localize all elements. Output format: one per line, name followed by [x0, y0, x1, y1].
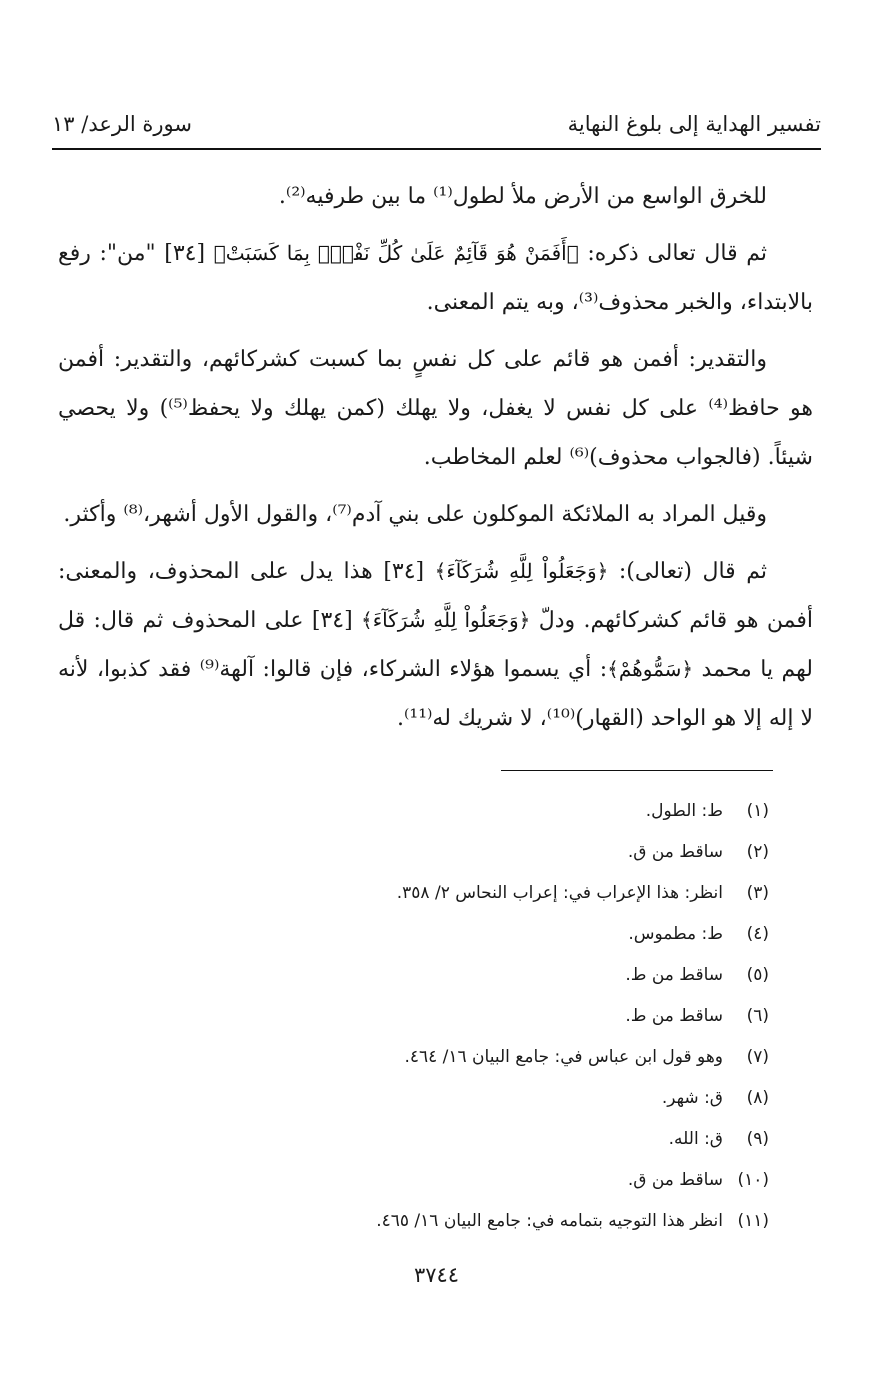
quran-verse: ﴿وَجَعَلُواْ لِلَّهِ شُرَكَآءَ﴾ — [434, 559, 609, 583]
footnote-number: (١١) — [737, 1210, 769, 1231]
footnote-number: (٥) — [746, 964, 769, 985]
paragraph-2-intro: ثم قال تعالى ذكره: — [578, 241, 767, 266]
footnote-number: (٧) — [746, 1046, 769, 1067]
paragraph-4: وقيل المراد به الملائكة الموكلون على بني آدم⁽⁷⁾، والقول الأول أشهر،⁽⁸⁾ وأكثر. — [63, 502, 767, 527]
header-divider — [52, 148, 821, 150]
footnote-text: انظر هذا التوجيه بتمامه في: جامع البيان ١٦/ ٤٦٥. — [376, 1210, 723, 1231]
footnote-text: انظر: هذا الإعراب في: إعراب النحاس ٢/ ٣٥٨. — [396, 882, 723, 903]
book-title: تفسير الهداية إلى بلوغ النهاية — [567, 112, 821, 136]
paragraph-5 — [58, 547, 813, 743]
footnote-item — [80, 872, 769, 913]
footnote-text: ق: الله. — [668, 1128, 723, 1149]
footnote-text: ساقط من ط. — [625, 964, 723, 985]
footnote-number: (٦) — [746, 1005, 769, 1026]
paragraph-5-mid: [٣٤] هذا يدل على المحذوف، والمعنى: أفمن هو قائم كشركائهم. ودلّ — [58, 559, 813, 633]
footnote-item — [80, 995, 769, 1036]
footnotes — [80, 790, 769, 1241]
paragraph-2-rest: [٣٤] "من": رفع بالابتداء، والخبر محذوف⁽³⁾، وبه يتم المعنى. — [58, 241, 813, 315]
footnote-text: ق: شهر. — [661, 1087, 723, 1108]
footnote-item — [80, 790, 769, 831]
paragraph-2 — [58, 229, 813, 327]
surah-info: سورة الرعد/ ١٣ — [52, 112, 192, 136]
footnote-number: (١) — [746, 800, 769, 821]
paragraph-1: للخرق الواسع من الأرض ملأ لطول⁽¹⁾ ما بين طرفيه⁽²⁾. — [278, 184, 767, 209]
paragraph-3: والتقدير: أفمن هو قائم على كل نفسٍ بما كسبت كشركائهم، والتقدير: أفمن هو حافظ⁽⁴⁾ على كل نفس لا يغفل، ولا يهلك (كمن يهلك ولا يحفظ⁽⁵⁾) ولا يحصي شيئاً. (فالجواب محذوف)⁽⁶⁾ لعلم المخاطب. — [58, 347, 813, 470]
footnote-item — [80, 913, 769, 954]
footnote-number: (١٠) — [737, 1169, 769, 1190]
footnote-item — [80, 1036, 769, 1077]
footnote-item — [80, 1159, 769, 1200]
page-header — [52, 112, 821, 136]
footnote-divider — [501, 770, 773, 771]
footnote-number: (٣) — [746, 882, 769, 903]
quran-verse: ﴿وَجَعَلُواْ لِلَّهِ شُرَكَآءَ﴾ — [361, 608, 531, 632]
footnote-item — [80, 1077, 769, 1118]
footnote-item — [80, 1118, 769, 1159]
quran-verse: ﴿أَفَمَنْ هُوَ قَآئِمٌ عَلَىٰ كُلِّ نَفْسٍۭ بِمَا كَسَبَتْ﴾ — [213, 241, 579, 265]
footnote-number: (٨) — [746, 1087, 769, 1108]
footnote-text: ساقط من ق. — [627, 1169, 723, 1190]
footnote-text: ط: مطموس. — [628, 923, 723, 944]
page-number: ٣٧٤٤ — [413, 1263, 460, 1287]
quran-verse: ﴿سَمُّوهُمْ﴾ — [607, 657, 694, 681]
footnote-item — [80, 954, 769, 995]
footnote-item — [80, 1200, 769, 1241]
main-text — [58, 172, 813, 751]
footnote-text: ط: الطول. — [645, 800, 723, 821]
footnote-item — [80, 831, 769, 872]
paragraph-5-end: : أي يسموا هؤلاء الشركاء، فإن قالوا: آلهة⁽⁹⁾ فقد كذبوا، لأنه لا إله إلا هو الواحد (القهار)⁽¹⁰⁾، لا شريك له⁽¹¹⁾. — [58, 657, 813, 731]
footnote-number: (٤) — [746, 923, 769, 944]
footnote-number: (٢) — [746, 841, 769, 862]
paragraph-5-intro: ثم قال (تعالى): — [608, 559, 767, 584]
paragraph-5-mid2: [٣٤] على المحذوف ثم قال: قل لهم يا محمد — [58, 608, 814, 682]
footnote-number: (٩) — [746, 1128, 769, 1149]
footnote-text: ساقط من ط. — [625, 1005, 723, 1026]
footnote-text: وهو قول ابن عباس في: جامع البيان ١٦/ ٤٦٤. — [404, 1046, 723, 1067]
footnote-text: ساقط من ق. — [627, 841, 723, 862]
